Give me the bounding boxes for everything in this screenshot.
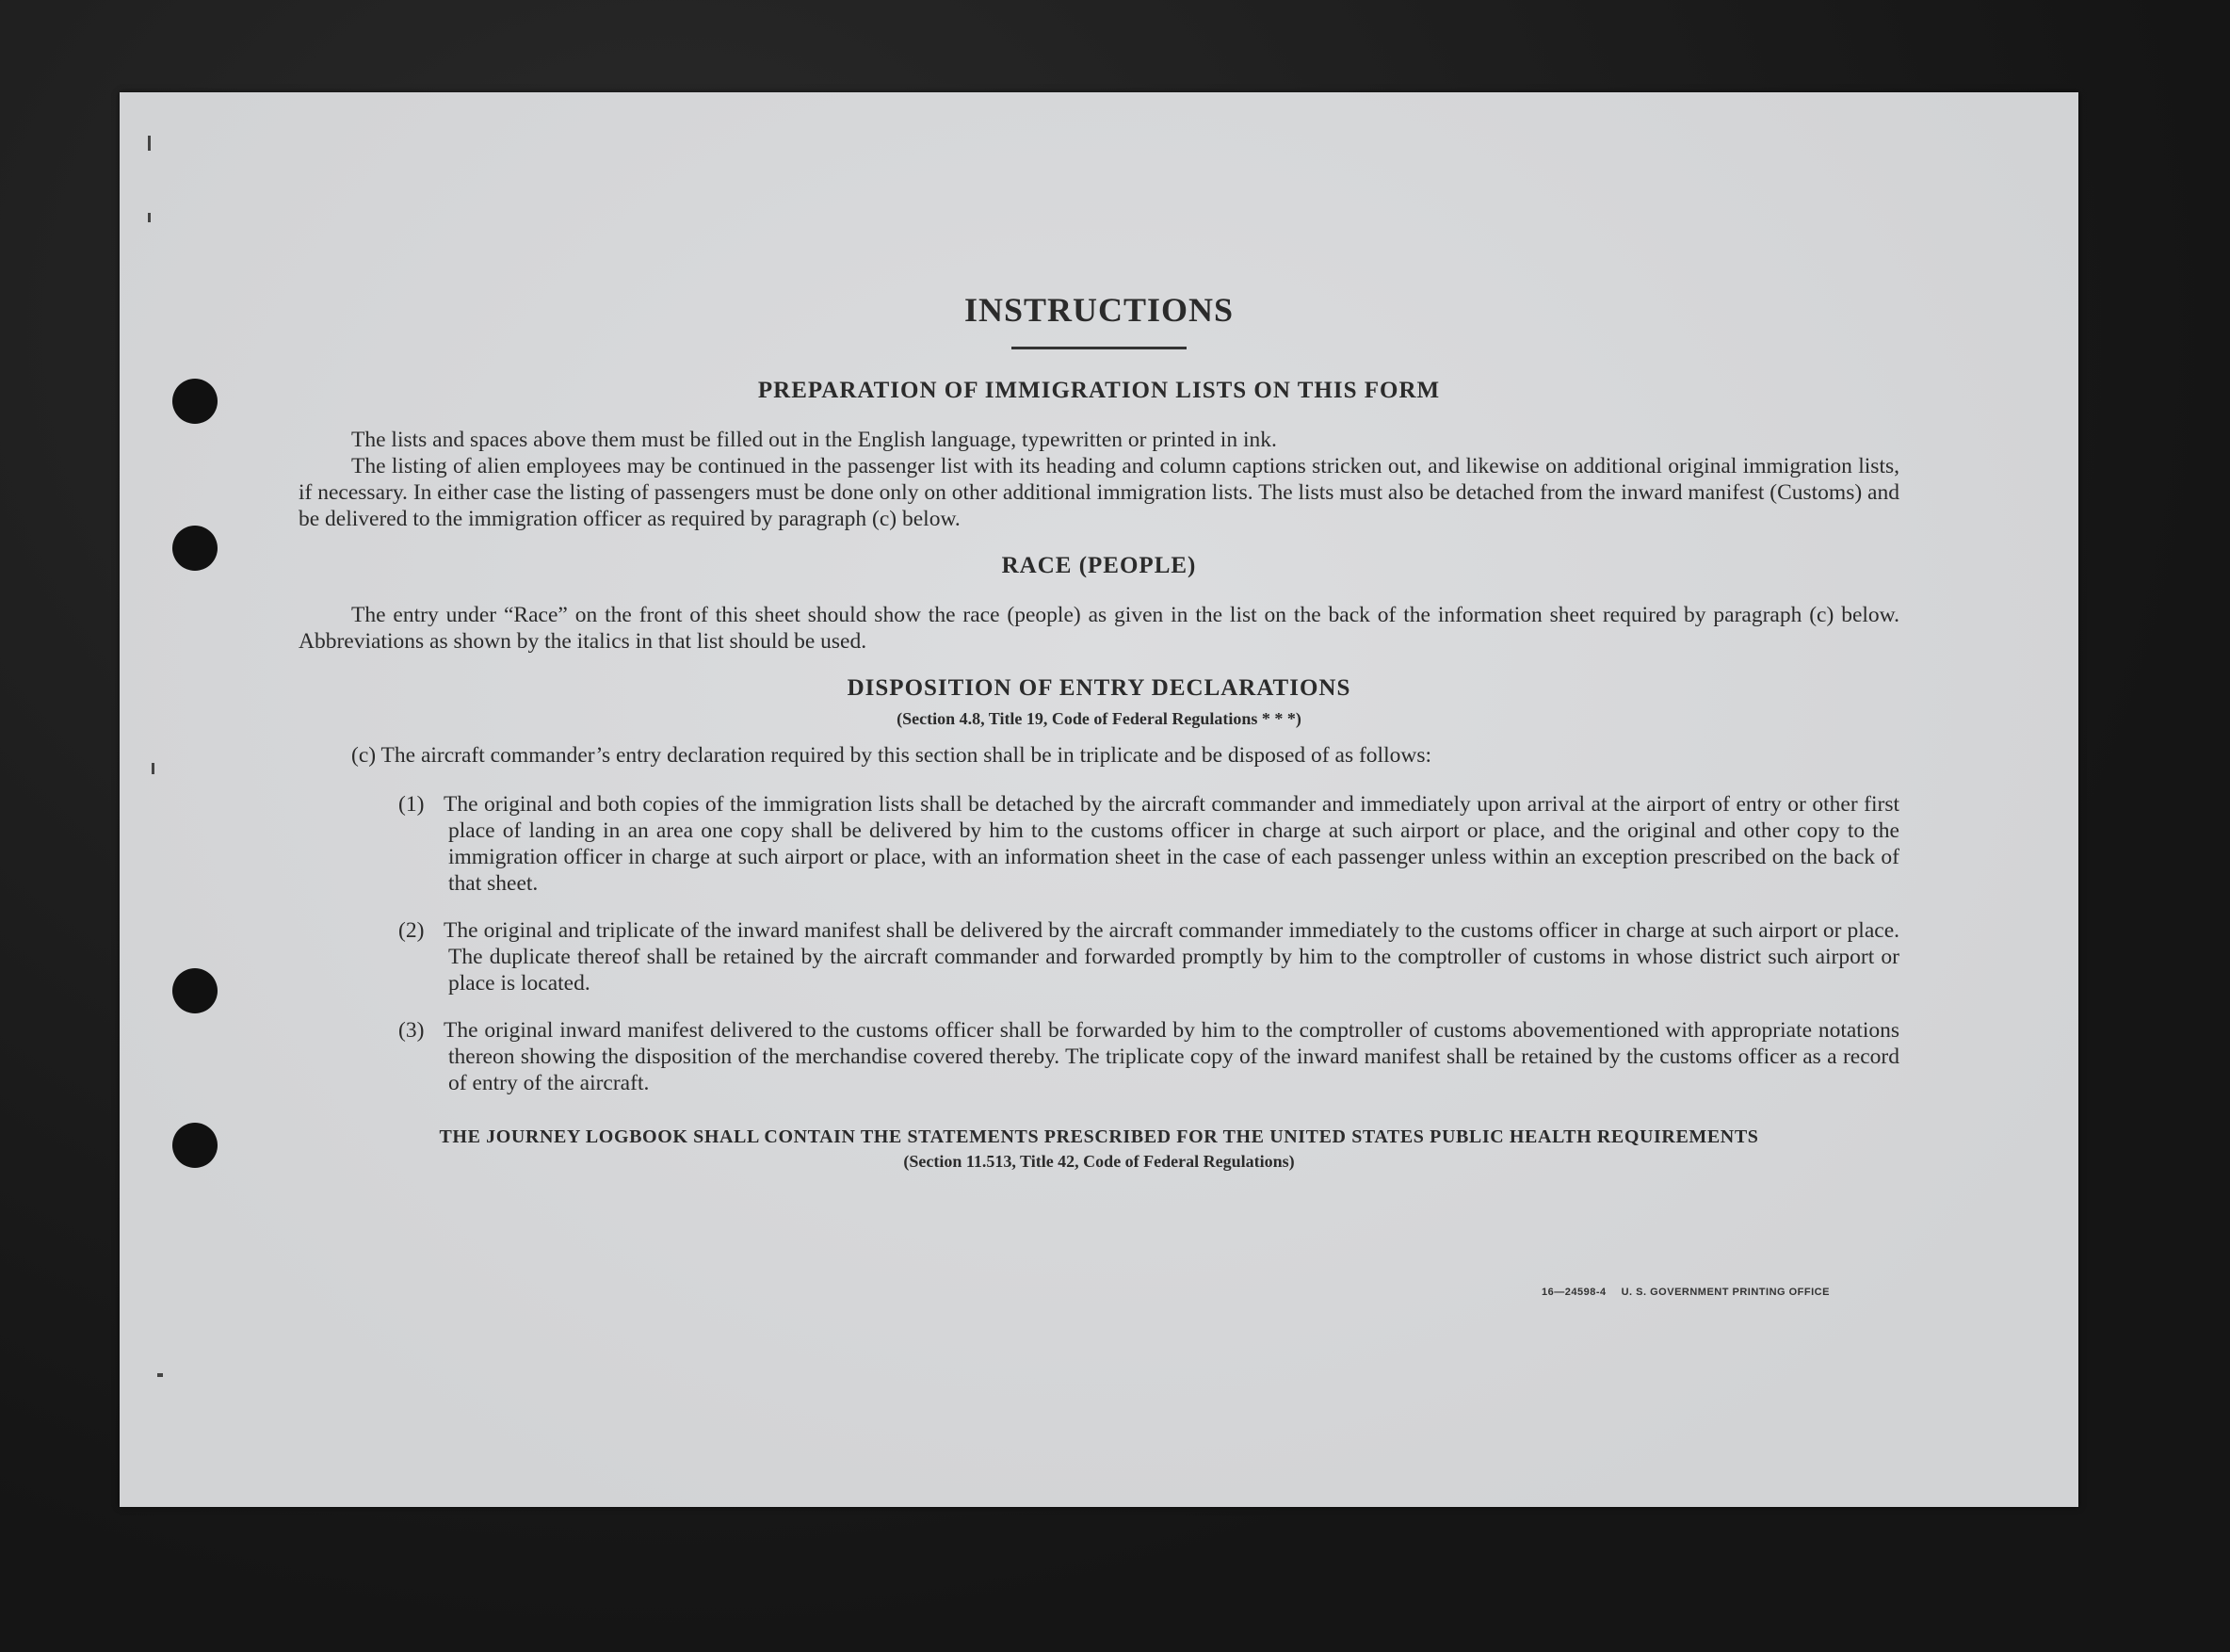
edge-mark	[157, 1373, 163, 1377]
race-paragraph: The entry under “Race” on the front of this sheet should show the race (people) as given in the list on the back of the information sheet required by paragraph (c) below. Abbreviations as shown by the italics in that list should be used.	[299, 603, 1899, 654]
edge-mark	[152, 763, 154, 774]
section-heading-disposition: DISPOSITION OF ENTRY DECLARATIONS	[847, 675, 1351, 701]
punch-hole	[172, 968, 218, 1013]
item-text: The original and triplicate of the inward manifest shall be delivered by the aircraft commander immediately to the customs officer in charge at such airport or place. The duplicate thereof shall be retained by the aircraft commander and forwarded promptly by him to the comptroller of customs in whose district such airport or place is located.	[444, 918, 1899, 996]
closing-citation: (Section 11.513, Title 42, Code of Federal Regulations)	[903, 1152, 1295, 1171]
preparation-paragraph-1: The lists and spaces above them must be filled out in the English language, typewritten or printed in ink.	[351, 428, 1277, 452]
disposition-item	[398, 791, 1899, 897]
item-text: The original and both copies of the immigration lists shall be detached by the aircraft commander and immediately upon arrival at the airport of entry or other first place of landing in an area one copy shall be delivered by him to the customs officer in charge at such airport or place, and the original and other copy to the immigration officer in charge at such airport or place, with an information sheet in the case of each passenger unless within an exception prescribed on the back of that sheet.	[444, 792, 1899, 896]
punch-hole	[172, 379, 218, 424]
preparation-paragraph-2: The listing of alien employees may be continued in the passenger list with its heading and column captions stricken out, and likewise on additional original immigration lists, if necessary. In either case the listing of passengers must be done only on other additional immigration lists. The lists must also be detached from the inward manifest (Customs) and be delivered to the immigration officer as required by paragraph (c) below.	[299, 454, 1899, 531]
form-number: 16—24598-4	[1542, 1287, 1607, 1298]
title-underline	[1011, 347, 1187, 349]
edge-mark	[148, 213, 151, 222]
punch-hole	[172, 526, 218, 571]
item-number: (2)	[398, 918, 425, 943]
instructions-content	[299, 290, 1899, 1172]
page-title: INSTRUCTIONS	[963, 291, 1235, 329]
disposition-citation: (Section 4.8, Title 19, Code of Federal Regulations * * *)	[897, 709, 1301, 728]
section-heading-race: RACE (PEOPLE)	[1001, 553, 1197, 578]
item-number: (3)	[398, 1018, 425, 1043]
item-text: The original inward manifest delivered to the customs officer shall be forwarded by him to the comptroller of customs abovementioned with appropriate notations thereon showing the disposition of the merchandise covered thereby. The triplicate copy of the inward manifest shall be retained by the customs officer as a record of entry of the aircraft.	[444, 1018, 1899, 1095]
disposition-item	[398, 1017, 1899, 1096]
section-heading-preparation: PREPARATION OF IMMIGRATION LISTS ON THIS FORM	[757, 378, 1441, 403]
item-number: (1)	[398, 792, 425, 817]
document-sheet	[120, 92, 2078, 1507]
disposition-item	[398, 917, 1899, 996]
printer-imprint	[1542, 1287, 1830, 1298]
printer-name: U. S. GOVERNMENT PRINTING OFFICE	[1621, 1287, 1830, 1298]
edge-mark	[148, 136, 151, 151]
punch-hole	[172, 1123, 218, 1168]
disposition-clause: (c) The aircraft commander’s entry declaration required by this section shall be in triplicate and be disposed of as follows:	[351, 743, 1431, 768]
closing-statement: THE JOURNEY LOGBOOK SHALL CONTAIN THE STATEMENTS PRESCRIBED FOR THE UNITED STATES PUBLIC HEALTH REQUIREMENTS	[439, 1126, 1759, 1147]
